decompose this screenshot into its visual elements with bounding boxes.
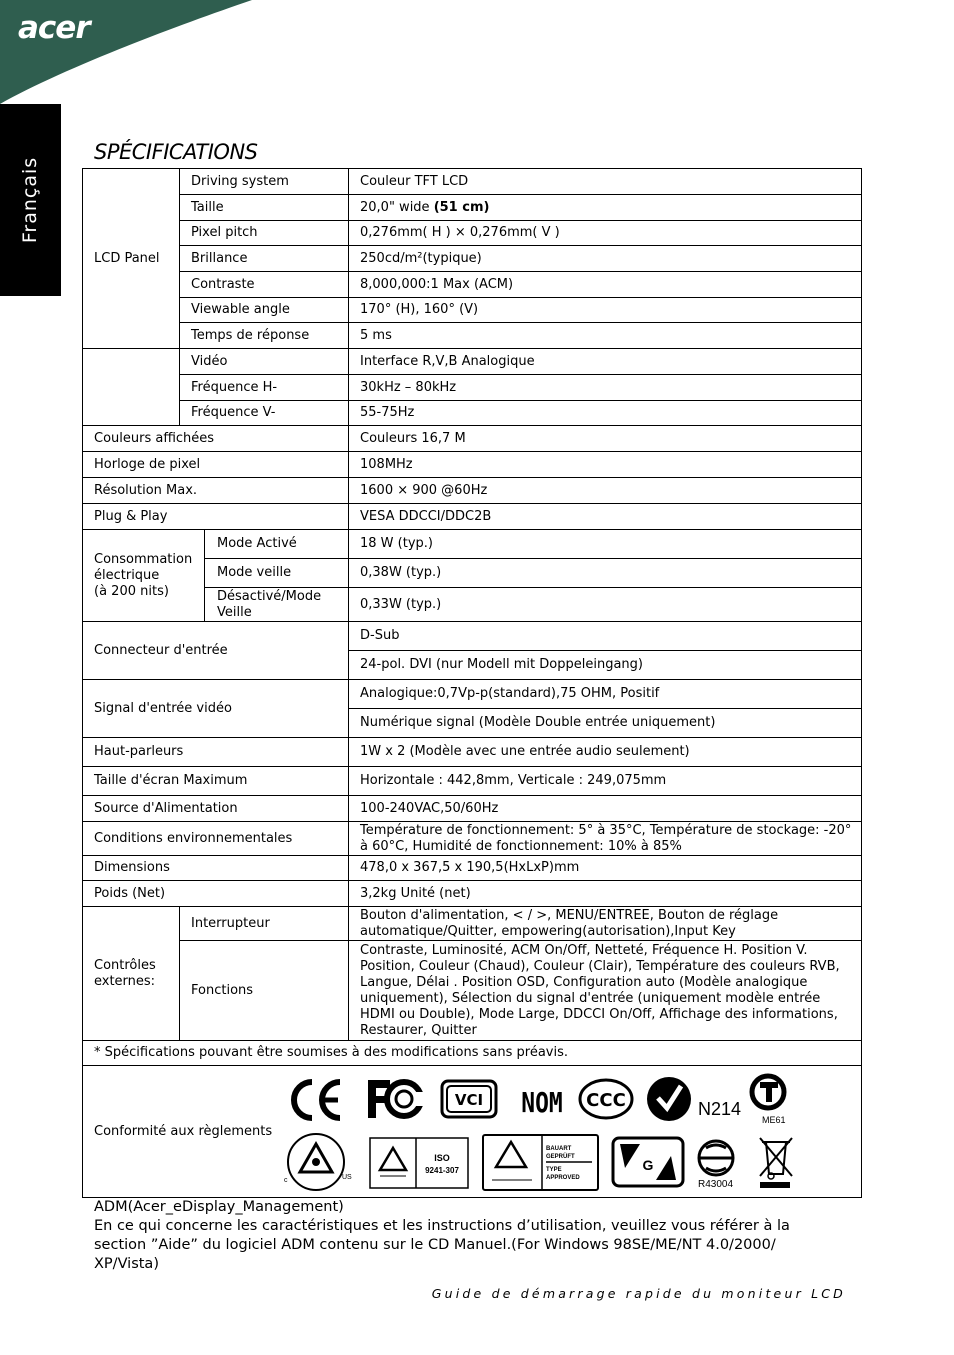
row-label: Désactivé/Mode Veille — [205, 588, 349, 622]
table-row — [83, 272, 862, 298]
row-value: Horizontale : 442,8mm, Verticale : 249,075mm — [349, 767, 862, 796]
us-text: US — [342, 1174, 352, 1181]
row-value: VESA DDCCI/DDC2B — [349, 504, 862, 530]
weee-bin-icon — [760, 1138, 792, 1188]
row-label: Fréquence V- — [180, 401, 349, 426]
row-value: 3,2kg Unité (net) — [349, 881, 862, 907]
table-row — [83, 195, 862, 221]
table-row — [83, 221, 862, 246]
spec-table — [82, 168, 862, 1198]
gepruft-text: GEPRÜFT — [546, 1154, 575, 1160]
adm-section — [94, 1198, 834, 1274]
certification-logos-svg — [280, 1072, 820, 1194]
row-label: Vidéo — [180, 349, 349, 375]
table-row — [83, 856, 862, 881]
row-label: Poids (Net) — [83, 881, 349, 907]
r43004-logo-icon — [698, 1141, 733, 1190]
row-value: 1W x 2 (Modèle avec une entrée audio seulement) — [349, 738, 862, 767]
vcci-logo-icon — [442, 1081, 496, 1117]
table-row — [83, 680, 862, 709]
row-value: Couleurs 16,7 M — [349, 426, 862, 452]
row-label: Taille — [180, 195, 349, 221]
row-label: Fréquence H- — [180, 375, 349, 401]
row-value: Couleur TFT LCD — [349, 169, 862, 195]
row-value: 100-240VAC,50/60Hz — [349, 796, 862, 822]
svg-text:VCI: VCI — [454, 1091, 484, 1109]
row-value: 0,38W (typ.) — [349, 559, 862, 588]
table-row — [83, 246, 862, 272]
table-row — [83, 941, 862, 1041]
table-row — [83, 426, 862, 452]
row-value: 0,276mm( H ) × 0,276mm( V ) — [349, 221, 862, 246]
row-label: Couleurs affichées — [83, 426, 349, 452]
row-value: Contraste, Luminosité, ACM On/Off, Netteté, Fréquence H. Position V. Position, Couleur (Chaud), Couleur (Clair), Température des couleurs RVB, Langue, Délai . Position OSD, Configuration auto (Modèle analogique uniquement), Sélection du signal d'entrée (uniquement modèle entrée HDMI ou Double), Mode Large, DDCCI On/Off, Affichage des informations, Restaurer, Quitter — [349, 941, 862, 1041]
table-row — [83, 349, 862, 375]
row-label: Horloge de pixel — [83, 452, 349, 478]
row-label: Conditions environnementales — [83, 822, 349, 856]
table-row — [83, 796, 862, 822]
row-value: Interface R,V,B Analogique — [349, 349, 862, 375]
row-label: Driving system — [180, 169, 349, 195]
lcd-panel-label: LCD Panel — [83, 169, 180, 349]
iso-text: ISO — [434, 1153, 450, 1163]
certification-logos — [280, 1072, 820, 1194]
row-label: Brillance — [180, 246, 349, 272]
tuv-rheinland-logo-icon — [284, 1134, 352, 1190]
row-label: Pixel pitch — [180, 221, 349, 246]
fcc-logo-icon — [368, 1080, 426, 1118]
consommation-label: Consommation électrique (à 200 nits) — [83, 530, 205, 622]
row-value: D-Sub — [349, 622, 862, 651]
row-label: Taille d'écran Maximum — [83, 767, 349, 796]
svg-text:G: G — [642, 1157, 654, 1173]
table-row — [83, 298, 862, 323]
svg-text:CCC: CCC — [586, 1090, 626, 1111]
empty-label — [83, 349, 180, 426]
table-row — [83, 452, 862, 478]
row-label: Source d'Alimentation — [83, 796, 349, 822]
row-value: 108MHz — [349, 452, 862, 478]
type-text: TYPE — [546, 1167, 562, 1173]
table-row — [83, 907, 862, 941]
ce-mark-icon — [294, 1082, 340, 1118]
row-value: 30kHz – 80kHz — [349, 375, 862, 401]
row-label: Mode veille — [205, 559, 349, 588]
row-value: 8,000,000:1 Max (ACM) — [349, 272, 862, 298]
me61-text: ME61 — [762, 1115, 786, 1125]
table-row — [83, 478, 862, 504]
table-row — [83, 738, 862, 767]
table-row — [83, 767, 862, 796]
row-label: Résolution Max. — [83, 478, 349, 504]
pct-logo-icon — [752, 1076, 786, 1125]
adm-description: En ce qui concerne les caractéristiques et les instructions d’utilisation, veuillez vous référer à la section ”Aide” du logiciel ADM contenu sur le CD Manuel.(For Windows 98SE/ME/NT 4.0/2000/ XP/Vista) — [94, 1218, 790, 1272]
tuv-bauart-logo-icon — [483, 1135, 598, 1190]
table-row — [83, 530, 862, 559]
bauart-text: BAUART — [546, 1146, 572, 1152]
row-value: Numérique signal (Modèle Double entrée uniquement) — [349, 709, 862, 738]
conformite-label: Conformité aux règlements — [83, 1066, 862, 1198]
n214-text: N214 — [698, 1099, 742, 1119]
c-tick-logo-icon — [647, 1077, 741, 1121]
table-row — [83, 622, 862, 651]
table-row — [83, 822, 862, 856]
page-footer: Guide de démarrage rapide du moniteur LCD — [431, 1286, 846, 1301]
page-title: SPÉCIFICATIONS — [94, 140, 258, 164]
language-tab — [0, 104, 61, 296]
row-value: 250cd/m²(typique) — [349, 246, 862, 272]
row-label: Temps de réponse — [180, 323, 349, 349]
note: * Spécifications pouvant être soumises à des modifications sans préavis. — [83, 1041, 862, 1066]
row-label: Fonctions — [180, 941, 349, 1041]
row-value: 55-75Hz — [349, 401, 862, 426]
row-value: 5 ms — [349, 323, 862, 349]
row-value: 1600 × 900 @60Hz — [349, 478, 862, 504]
acer-logo: acer — [18, 10, 90, 46]
ukrsepro-logo-icon — [613, 1138, 683, 1186]
nom-text: NOM — [521, 1086, 563, 1120]
approved-text: APPROVED — [546, 1175, 580, 1181]
row-value: 20,0" wide (51 cm) — [349, 195, 862, 221]
table-row — [83, 504, 862, 530]
row-label: Haut-parleurs — [83, 738, 349, 767]
nom-logo-icon — [521, 1087, 562, 1120]
row-label: Plug & Play — [83, 504, 349, 530]
row-label: Viewable angle — [180, 298, 349, 323]
row-label: Dimensions — [83, 856, 349, 881]
row-label: Interrupteur — [180, 907, 349, 941]
ccc-logo-icon — [580, 1080, 632, 1118]
connecteur-label: Connecteur d'entrée — [83, 622, 349, 680]
table-row — [83, 1041, 862, 1066]
iso-number-text: 9241-307 — [425, 1166, 459, 1175]
row-value: 18 W (typ.) — [349, 530, 862, 559]
row-value: 478,0 x 367,5 x 190,5(HxLxP)mm — [349, 856, 862, 881]
row-label: Contraste — [180, 272, 349, 298]
table-row — [83, 169, 862, 195]
language-label: Français — [19, 156, 41, 244]
r43004-text: R43004 — [698, 1179, 734, 1190]
header-banner — [0, 0, 260, 104]
row-value: 24-pol. DVI (nur Modell mit Doppeleingang) — [349, 651, 862, 680]
row-value: 170° (H), 160° (V) — [349, 298, 862, 323]
table-row — [83, 375, 862, 401]
row-value: Température de fonctionnement: 5° à 35°C, Température de stockage: -20° à 60°C, Humidité de fonctionnement: 10% à 85% — [349, 822, 862, 856]
table-row — [83, 323, 862, 349]
table-row — [83, 401, 862, 426]
signal-label: Signal d'entrée vidéo — [83, 680, 349, 738]
svg-text:c: c — [284, 1177, 288, 1184]
row-value: Analogique:0,7Vp-p(standard),75 OHM, Positif — [349, 680, 862, 709]
table-row — [83, 881, 862, 907]
controles-label: Contrôles externes: — [83, 907, 180, 1041]
adm-title: ADM(Acer_eDisplay_Management) — [94, 1199, 344, 1215]
row-value: 0,33W (typ.) — [349, 588, 862, 622]
row-value: Bouton d'alimentation, < / >, MENU/ENTREE, Bouton de réglage automatique/Quitter, empowering(autorisation),Input Key — [349, 907, 862, 941]
tuv-iso-logo-icon — [370, 1138, 468, 1188]
row-label: Mode Activé — [205, 530, 349, 559]
